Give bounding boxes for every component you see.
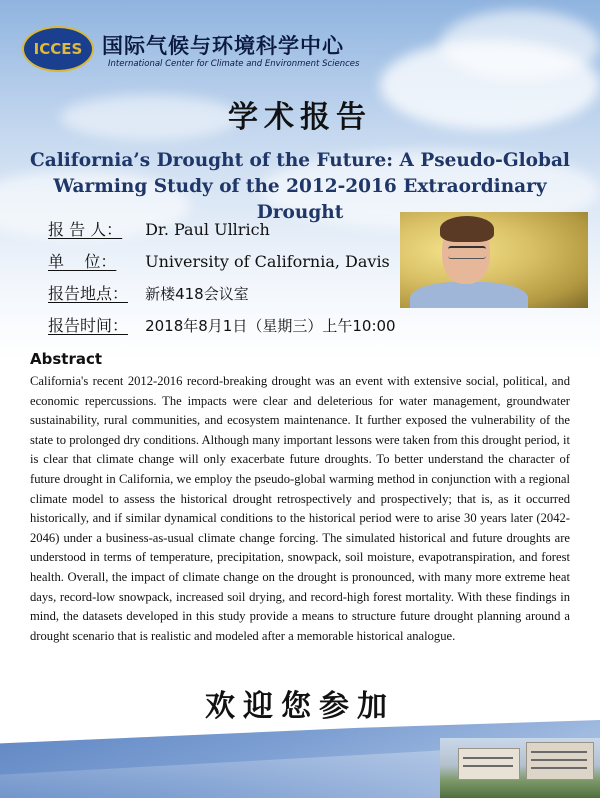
photo-glasses: [448, 246, 486, 259]
time-value: 2018年8月1日（星期三）上午10:00: [145, 317, 396, 335]
building: [458, 748, 520, 780]
org-name-en: International Center for Climate and Environment Sciences: [108, 59, 360, 69]
photo-hair: [440, 216, 494, 242]
talk-title: California’s Drought of the Future: A Pseudo-Global Warming Study of the 2012-2016 Extraordinary Drought: [30, 150, 570, 223]
location-value: 新楼418会议室: [145, 285, 249, 303]
unit-label: 单 位：: [48, 252, 117, 271]
icces-logo: [22, 26, 94, 72]
logo-text: ICCES: [33, 40, 83, 58]
speaker-name: Dr. Paul Ullrich: [145, 220, 270, 239]
photo-shirt: [410, 282, 528, 308]
unit-value: University of California, Davis: [145, 252, 390, 271]
building: [526, 742, 594, 780]
report-title: 学术报告: [228, 100, 372, 135]
speaker-row: [48, 218, 270, 242]
campus-photo: [440, 738, 600, 798]
window-row: [531, 759, 587, 761]
window-row: [463, 757, 513, 759]
abstract-body: California's recent 2012-2016 record-breaking drought was an event with extensive social, political, and economic repercussions. The impacts were clear and deleterious for water management, groundwater sustainability, rural communities, and ecosystem maintenance. It further exposed the vulnerability of the state to prolonged dry conditions. Although many important lessons were taken from this drought period, it is clear that climate change will only exacerbate future droughts. To better understand the character of future drought in California, we employ the pseudo-global warming method in conjunction with a regional climate model to assess the historical drought retrospectively and prospectively; that is, as it occurred historically, and if similar dynamical conditions to the historical period were to arise 30 years later (2042-2046) under a business-as-usual climate change forcing. The simulated historical and future droughts are understood in terms of temperature, precipitation, snowpack, soil moisture, evapotranspiration, and forest health. Overall, the impact of climate change on the drought is pronounced, with many more extreme heat days, record-low snowpack, increased soil drying, and record-high forest mortality. With these findings in mind, the datasets developed in this study provide a means to structure future drought planning around a drought scenario that is realistic and modeled after a memorable historical analogue.: [30, 374, 570, 643]
speaker-photo: [400, 212, 588, 308]
window-row: [531, 767, 587, 769]
location-label: 报告地点：: [48, 284, 129, 303]
time-row: [48, 314, 396, 338]
speaker-label: 报 告 人：: [48, 220, 123, 239]
welcome-text: 欢迎您参加: [205, 689, 395, 724]
cloud: [440, 10, 600, 80]
org-name-cn: 国际气候与环境科学中心: [102, 34, 344, 58]
window-row: [531, 751, 587, 753]
abstract-heading: Abstract: [30, 350, 103, 368]
time-label: 报告时间：: [48, 316, 129, 335]
window-row: [463, 765, 513, 767]
unit-row: [48, 250, 390, 274]
location-row: [48, 282, 249, 306]
